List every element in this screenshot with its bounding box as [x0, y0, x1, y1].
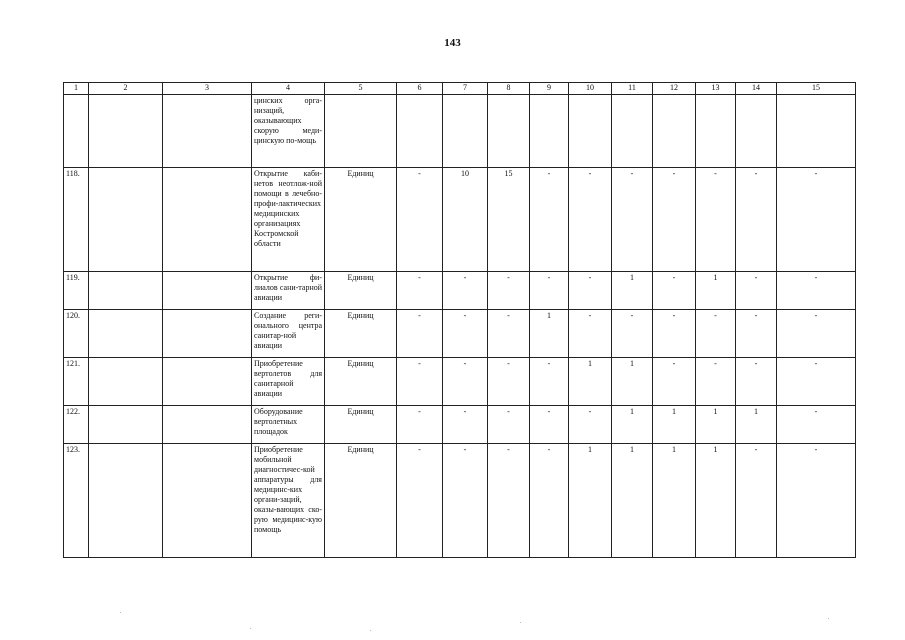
value-cell: - — [397, 444, 443, 558]
value-cell — [653, 95, 696, 168]
value-cell: - — [443, 272, 488, 310]
value-cell: - — [696, 310, 736, 358]
value-cell: 1 — [653, 444, 696, 558]
value-cell: - — [612, 310, 653, 358]
table-row — [64, 358, 856, 406]
indicator-name-cell: цинских орга-низаций, оказывающих скорую меди-цинскую по-мощь — [252, 95, 325, 168]
value-cell: - — [443, 444, 488, 558]
value-cell: - — [612, 168, 653, 272]
value-cell: - — [653, 272, 696, 310]
value-cell: - — [443, 406, 488, 444]
value-cell: - — [569, 406, 612, 444]
row-number-cell: 122. — [64, 406, 89, 444]
value-cell: - — [653, 310, 696, 358]
value-cell: - — [736, 168, 777, 272]
indicator-name-cell: Приобретение мобильной диагностичес-кой аппаратуры для медицинс-ких органи-заций, оказы-вающих ско-рую медицинс-кую помощь — [252, 444, 325, 558]
col-header: 4 — [252, 83, 325, 95]
empty-cell — [89, 444, 163, 558]
indicator-name-cell: Оборудование вертолетных площадок — [252, 406, 325, 444]
page-number: 143 — [444, 37, 461, 49]
empty-cell — [163, 444, 252, 558]
empty-cell — [163, 358, 252, 406]
unit-cell — [325, 95, 397, 168]
empty-cell — [89, 358, 163, 406]
col-header: 12 — [653, 83, 696, 95]
empty-cell — [163, 310, 252, 358]
col-header: 7 — [443, 83, 488, 95]
value-cell: - — [653, 358, 696, 406]
empty-cell — [163, 168, 252, 272]
table-row — [64, 406, 856, 444]
empty-cell — [163, 406, 252, 444]
value-cell: 1 — [696, 406, 736, 444]
row-number-cell: 119. — [64, 272, 89, 310]
unit-cell: Единиц — [325, 272, 397, 310]
row-number-cell: 120. — [64, 310, 89, 358]
value-cell: 10 — [443, 168, 488, 272]
value-cell: - — [488, 358, 530, 406]
value-cell — [612, 95, 653, 168]
col-header: 15 — [777, 83, 856, 95]
scan-speck — [120, 612, 121, 613]
value-cell: - — [530, 358, 569, 406]
scan-speck — [370, 630, 371, 631]
row-number-cell: 121. — [64, 358, 89, 406]
value-cell: - — [653, 168, 696, 272]
value-cell: - — [736, 310, 777, 358]
value-cell: 1 — [612, 272, 653, 310]
value-cell: 15 — [488, 168, 530, 272]
value-cell: - — [397, 310, 443, 358]
empty-cell — [89, 310, 163, 358]
value-cell: 1 — [612, 358, 653, 406]
value-cell: - — [569, 272, 612, 310]
value-cell: - — [696, 168, 736, 272]
row-number-cell — [64, 95, 89, 168]
col-header: 10 — [569, 83, 612, 95]
value-cell: - — [736, 272, 777, 310]
value-cell: - — [397, 272, 443, 310]
value-cell: - — [777, 272, 856, 310]
empty-cell — [163, 95, 252, 168]
col-header: 13 — [696, 83, 736, 95]
value-cell: 1 — [736, 406, 777, 444]
value-cell: - — [488, 310, 530, 358]
value-cell — [569, 95, 612, 168]
indicator-name-cell: Открытие каби-нетов неотлож-ной помощи в лечебно-профи-лактических медицинских организациях Костромской области — [252, 168, 325, 272]
col-header: 14 — [736, 83, 777, 95]
unit-cell: Единиц — [325, 358, 397, 406]
value-cell: - — [777, 168, 856, 272]
table-row — [64, 95, 856, 168]
scan-speck — [828, 618, 829, 619]
unit-cell: Единиц — [325, 444, 397, 558]
row-number-cell: 123. — [64, 444, 89, 558]
indicator-table — [63, 82, 856, 558]
value-cell: - — [569, 310, 612, 358]
value-cell: 1 — [569, 358, 612, 406]
empty-cell — [163, 272, 252, 310]
value-cell: - — [443, 310, 488, 358]
value-cell: - — [530, 444, 569, 558]
unit-cell: Единиц — [325, 310, 397, 358]
value-cell: 1 — [612, 406, 653, 444]
col-header: 6 — [397, 83, 443, 95]
value-cell: 1 — [569, 444, 612, 558]
table-row — [64, 272, 856, 310]
value-cell: - — [397, 358, 443, 406]
value-cell: - — [397, 406, 443, 444]
value-cell — [443, 95, 488, 168]
table-row — [64, 168, 856, 272]
value-cell: - — [696, 358, 736, 406]
scan-speck — [520, 622, 521, 623]
value-cell: - — [569, 168, 612, 272]
value-cell: 1 — [653, 406, 696, 444]
col-header: 2 — [89, 83, 163, 95]
value-cell: - — [530, 406, 569, 444]
empty-cell — [89, 95, 163, 168]
empty-cell — [89, 406, 163, 444]
scan-speck — [250, 628, 251, 629]
value-cell: 1 — [696, 272, 736, 310]
unit-cell: Единиц — [325, 168, 397, 272]
value-cell — [530, 95, 569, 168]
value-cell — [736, 95, 777, 168]
value-cell — [696, 95, 736, 168]
value-cell: - — [488, 406, 530, 444]
col-header: 11 — [612, 83, 653, 95]
value-cell: - — [736, 444, 777, 558]
col-header: 5 — [325, 83, 397, 95]
col-header: 1 — [64, 83, 89, 95]
value-cell: - — [736, 358, 777, 406]
indicator-name-cell: Создание реги-онального центра санитар-ной авиации — [252, 310, 325, 358]
value-cell: 1 — [530, 310, 569, 358]
indicator-name-cell: Приобретение вертолетов для санитарной авиации — [252, 358, 325, 406]
value-cell — [397, 95, 443, 168]
value-cell: - — [777, 444, 856, 558]
value-cell: - — [530, 272, 569, 310]
value-cell: - — [488, 444, 530, 558]
value-cell: 1 — [696, 444, 736, 558]
value-cell: - — [777, 406, 856, 444]
value-cell: - — [530, 168, 569, 272]
value-cell: 1 — [612, 444, 653, 558]
value-cell — [488, 95, 530, 168]
header-row — [64, 83, 856, 95]
value-cell: - — [443, 358, 488, 406]
col-header: 3 — [163, 83, 252, 95]
empty-cell — [89, 168, 163, 272]
table-row — [64, 444, 856, 558]
col-header: 9 — [530, 83, 569, 95]
value-cell: - — [397, 168, 443, 272]
col-header: 8 — [488, 83, 530, 95]
unit-cell: Единиц — [325, 406, 397, 444]
empty-cell — [89, 272, 163, 310]
value-cell: - — [777, 310, 856, 358]
indicator-name-cell: Открытие фи-лиалов сани-тарной авиации — [252, 272, 325, 310]
value-cell: - — [488, 272, 530, 310]
row-number-cell: 118. — [64, 168, 89, 272]
value-cell — [777, 95, 856, 168]
table-row — [64, 310, 856, 358]
value-cell: - — [777, 358, 856, 406]
